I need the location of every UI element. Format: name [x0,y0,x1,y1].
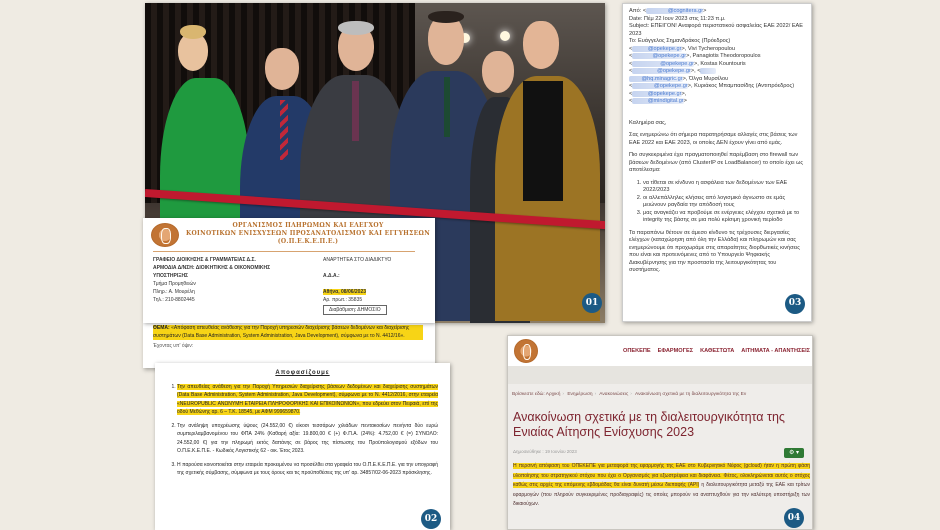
site-header [508,336,813,366]
decision-item: 3. Η παρούσα κοινοποιείται στην εταιρεία προκειμένου να προσέλθει στα γραφεία του Ο.Π.Ε.Κ.Ε.Π.Ε. για την υπογραφή της σχετικής σύμβασης, σύμφωνα με τους όρους και τις προϋποθέσεις της υπ' αρ. 34857/02-06-2023 πρόσκλησης. [177,461,438,478]
email-paragraph: Τα παραπάνω θέτουν σε άμεσο κίνδυνο τις τρέχουσες διεργασίες ελέγχων (καταχώρηση από όλη την Ελλάδα) και πληρωμών και σας ενημερώνουμε ότι προχωράμε στις απαραίτητες διορθωτικές κινήσεις που είναι και προτεινόμενες από το Υπουργείο Ψηφιακής Διακυβέρνησης για την προστασία της λειτουργικότητας του συστήματος. [629,229,800,273]
email-to: To: Ευάγγελος Σημανδράκος (Πρόεδρος) [629,38,731,44]
document-metadata: ΑΝΑΡΤΗΤΕΑ ΣΤΟ ΔΙΑΔΙΚΤΥΟ Α.Δ.Α.: Αθήνα, 08/06/2023 Αρ. πρωτ.: 35835 Διαβάθμιση: ΔΗΜΟΣΙΟ [323,257,392,313]
email-from: Από: < @cognitera.gr> [629,8,707,14]
document-decision-page [155,363,450,530]
publish-date: Δημοσιεύθηκε : 19 Ιουνίου 2023 [513,449,577,454]
site-navigation [623,348,810,354]
document-subject: ΘΕΜΑ: «Απόφαση απευθείας ανάθεσης για την Παροχή υπηρεσιών διαχείρισης βάσεων δεδομένων και διαχείρισης συστημάτων (Data Base Administration, System Administration, Java Development), σύμφωνα με το Ν. 4412/16». [153,325,423,340]
nav-item-applications[interactable]: ΕΦΑΡΜΟΓΕΣ [657,348,694,354]
document-subject-section: ΘΕΜΑ: «Απόφαση απευθείας ανάθεσης για την Παροχή υπηρεσιών διαχείρισης βάσεων δεδομένων και διαχείρισης συστημάτων (Data Base Administration, System Administration, Java Development), σύμφωνα με το Ν. 4412/16». Έχοντας υπ' όψιν: [143,323,435,368]
classification-box: Διαβάθμιση: ΔΗΜΟΣΙΟ [323,305,387,315]
decision-title: Αποφασίζουμε [275,370,330,376]
badge-02: 02 [421,509,441,529]
breadcrumb-home[interactable]: Αρχική [545,392,561,397]
header-divider [153,251,415,252]
decision-item: 1. Την απευθείας ανάθεση για την Παροχή Υπηρεσιών διαχείρισης βάσεων δεδομένων και διαχείρισης συστημάτων (Data Base Administration, System Administration, Java Development), σύμφωνα με το Ν. 4412/2016, στην εταιρεία «NEUROPUBLIC ΑΝΩΝΥΜΗ ΕΤΑΙΡΕΙΑ ΠΛΗΡΟΦΟΡΙΚΗΣ ΚΑΙ ΕΠΙΚΟΙΝΩΝΙΩΝ», που εδρεύει στον Πειραιά, επί της οδού Μεθώνης αρ. 6 – Τ.Κ. 18545, με ΑΦΜ 999659870. [177,383,438,417]
decision-item: 2. Την ανάληψη υποχρέωσης ύψους (24.552,00 €) είκοσι τεσσάρων χιλιάδων πεντακοσίων πενήντα δύο ευρώ συμπεριλαμβανομένου του ΦΠΑ 24% (Καθαρή αξία: 19.800,00 € (+) Φ.Π.Α. (24%): 4.752,00 € (=) ΣΥΝΟΛΟ: 24.552,00 €) για την πληρωμή εκτός δαπάνης σε βάρος της πίστωσης του Προϋπολογισμού εξόδων του Ο.Π.Ε.Κ.Ε.Π.Ε. - Κωδικός Λογιστικής 62 - οικ. Έτος 2023. [177,422,438,456]
article-title: Ανακοίνωση σχετικά με τη διαλειτουργικότητα της Ενιαίας Αίτησης Ενίσχυσης 2023 [513,410,785,439]
email-paragraph: Σας ενημερώνω ότι σήμερα παρατηρήσαμε αλλαγές στις βάσεις των ΕΑΕ 2022 και ΕΑΕ 2023, οι οποίες ΔΕΝ έχουν γίνει από εμάς. [629,132,798,146]
breadcrumb-announcements[interactable]: Ανακοινώσεις [599,392,629,397]
nav-item-schemes[interactable]: ΚΑΘΕΣΤΩΤΑ [700,348,735,354]
protocol-number: Αρ. πρωτ.: 35835 [323,297,363,303]
nav-item-requests-answers[interactable]: ΑΙΤΗΜΑΤΑ - ΑΠΑΝΤΗΣΕΙΣ [741,348,810,354]
breadcrumb: Βρίσκεστε εδώ: Αρχική › Ενημέρωση › Ανακοινώσεις › Ανακοίνωση σχετικά με τη διαλειτουργικότητα της Εν [512,392,747,397]
opekepe-logo [514,339,538,363]
article-tools-button[interactable]: ⚙ ▾ [784,448,804,458]
organization-name: ΟΡΓΑΝΙΣΜΟΣ ΠΛΗΡΩΜΩΝ ΚΑΙ ΕΛΕΓΧΟΥ ΚΟΙΝΟΤΙΚΩΝ ΕΝΙΣΧΥΣΕΩΝ ΠΡΟΣΑΝΑΤΟΛΙΣΜΟΥ ΚΑΙ ΕΓΓΥΗΣΕΩΝ (Ο.Π.Ε.Κ.Ε.Π.Ε.) [186,222,430,245]
badge-01: 01 [582,293,602,313]
document-date: Αθήνα, 08/06/2023 [323,289,367,295]
header-strip [508,366,813,384]
opekepe-document-letterhead [143,218,435,323]
badge-03: 03 [785,294,805,314]
email-subject: Subject: ΕΠΕΙΓΟΝ! Αναφορά περιστατικού ασφαλείας ΕΑΕ 2022/ ΕΑΕ 2023 [629,23,804,37]
breadcrumb-current: Ανακοίνωση σχετικά με τη διαλειτουργικότητα της Εν [634,392,747,397]
nav-item-opekepe[interactable]: ΟΠΕΚΕΠΕ [623,348,651,354]
email-consequences-list: 1. να τίθεται σε κίνδυνο η ασφάλεια των δεδομένων των ΕΑΕ 2022/2023 2. οι αλλεπάλληλες κλήσεις από λογισμικό άγνωστο σε εμάς μειώνουν ραγδαία την απόδοσή τους 3. μας αναγκάζει να προβούμε σε ενέργειες ελέγχου σχετικά με το integrity της βάσης σε μια πολύ κρίσιμη χρονική περίοδο [629,180,805,225]
decision-list [167,383,438,478]
opekepe-logo [151,223,179,247]
email-printout [622,3,812,322]
email-recipients: < @opekepe.gr>, Vivi Tycheropoulou < @opekepe.gr>, Panagiotis Theodoropoulos < @opekepe.gr>, Kostas Kountouris < @opekepe.gr>, < @hq.minagric.gr>, Όλγα Μυρσίλου < @opekepe.gr>, Κυριάκος Μπαμπασίδης (Αντιπρόεδρος) < @opekepe.gr>, < @mindigital.gr> [629,45,795,104]
issuing-department: ΓΡΑΦΕΙΟ ΔΙΟΙΚΗΣΗΣ & ΓΡΑΜΜΑΤΕΙΑΣ Δ.Σ. ΑΡΜΟΔΙΑ Δ/ΝΣΗ: ΔΙΟΙΚΗΤΙΚΗΣ & ΟΙΚΟΝΟΜΙΚΗΣ ΥΠΟΣΤΗΡΙΞΗΣ Τμήμα Προμηθειών Πληρ.: Α. Μουρέλη Τηλ.: 210-8802445 [153,257,271,303]
email-date: Date: Πέμ 22 Ιουν 2023 στις 11:23 π.μ. [629,15,726,22]
badge-04: 04 [784,508,804,528]
email-greeting: Καλημέρα σας, [629,119,667,126]
opekepe-website-announcement [507,335,813,530]
article-body: Η περσινή απόφαση του ΟΠΕΚΕΠΕ για μεταφορά της εφαρμογής της ΕΑΕ στο Κυβερνητικό Νέφος (gcloud) ήταν η πρώτη φάση υλοποίησης του στρατηγικού στόχου που έχει ο Οργανισμός για εξωστρέφεια και διαφάνεια. Φέτος, ολοκληρώνεται αυτός ο στόχος καθώς στις αρχές της επόμενης εβδομάδας θα είναι δυνατή μέσω διεπαφής (API) η διαλειτουργικότητα μεταξύ της ΕΑΕ και τρίτων εφαρμογών (που πληρούν συγκεκριμένες προδιαγραφές) τις οποίες μπορούν να αναπτυχθούν για την καλύτερη υποστήριξη των δικαιούχων. [513,463,810,507]
breadcrumb-news[interactable]: Ενημέρωση [567,392,593,397]
ceiling-light [500,31,510,41]
email-paragraph: Πιο συγκεκριμένα έχει πραγματοποιηθεί παρέμβαση στο firewall των βάσεων δεδομένων (από ClusterIP σε LoadBalancer) το οποίο έχει ως αποτέλεσμα: [629,152,804,173]
